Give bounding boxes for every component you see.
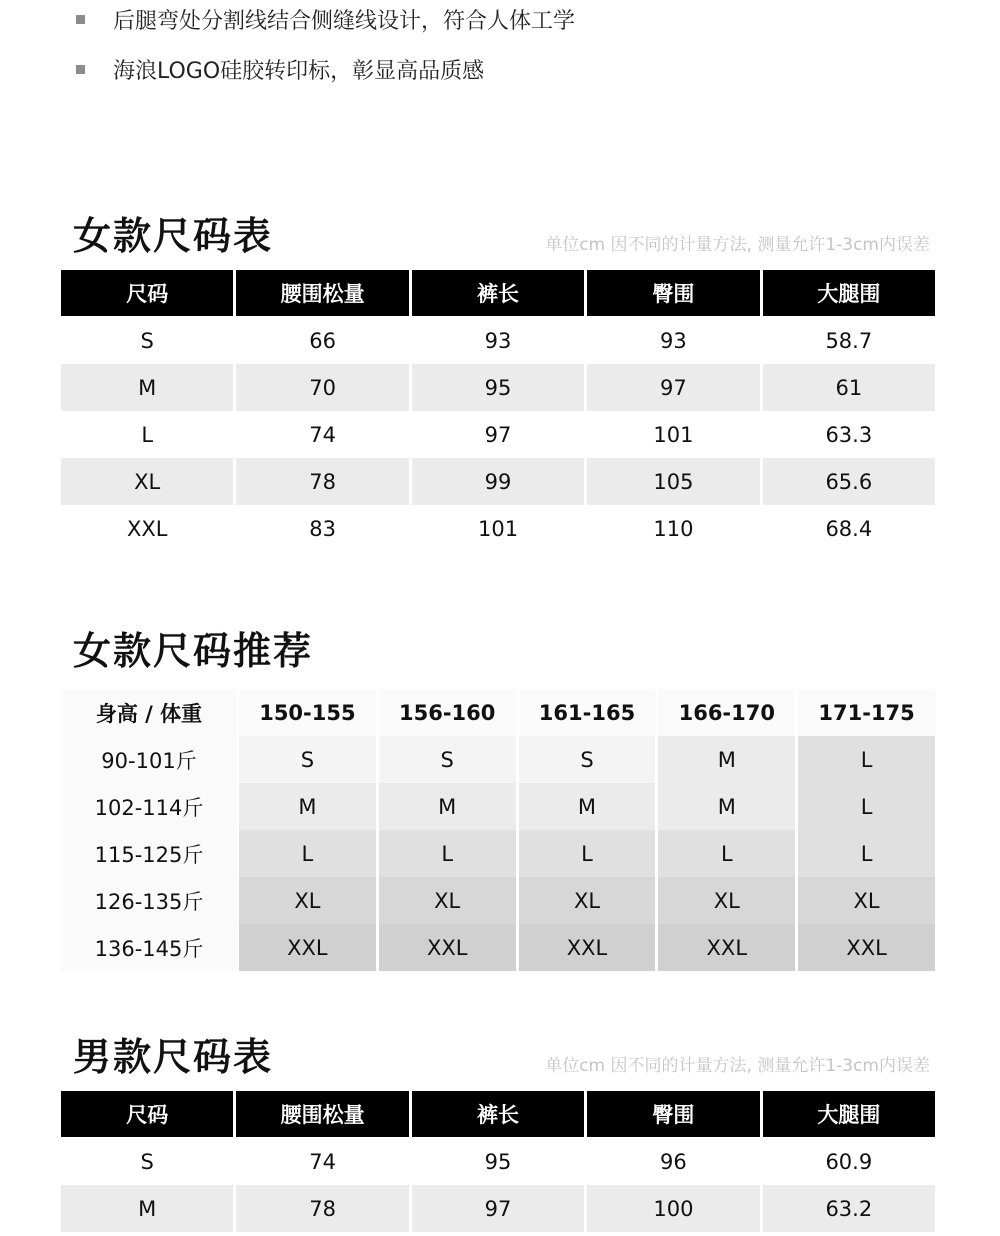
- men-size-table: [61, 1091, 935, 1232]
- table-cell: 95: [412, 364, 584, 411]
- table-cell: 97: [587, 364, 759, 411]
- feature-text: 海浪LOGO硅胶转印标，彰显高品质感: [113, 58, 485, 84]
- recommended-size-cell: XL: [239, 877, 376, 924]
- recommend-row: [61, 736, 935, 783]
- recommended-size-cell: XXL: [658, 924, 795, 971]
- recommended-size-cell: S: [239, 736, 376, 783]
- recommended-size-cell: M: [239, 783, 376, 830]
- table-header-cell: 大腿围: [763, 1091, 935, 1137]
- recommended-size-cell: S: [379, 736, 516, 783]
- bullet-square-icon: [76, 15, 85, 24]
- recommended-size-cell: L: [798, 736, 935, 783]
- recommended-size-cell: XXL: [519, 924, 656, 971]
- table-cell: S: [140, 328, 154, 353]
- recommended-size-cell: S: [519, 736, 656, 783]
- table-cell: 95: [484, 1149, 512, 1174]
- table-row: [61, 505, 935, 552]
- weight-range-label: 90-101斤: [61, 736, 237, 783]
- table-cell: 68.4: [825, 516, 873, 541]
- table-cell: 63.3: [825, 422, 873, 447]
- recommended-size-cell: XXL: [239, 924, 376, 971]
- recommended-size-cell: XL: [519, 877, 656, 924]
- height-range-header: 150-155: [239, 689, 376, 736]
- recommend-row: [61, 924, 935, 971]
- table-cell: 58.7: [825, 328, 873, 353]
- recommended-size-cell: L: [658, 830, 795, 877]
- table-cell: 99: [412, 458, 584, 505]
- bullet-square-icon: [76, 65, 85, 74]
- recommended-size-cell: XL: [658, 877, 795, 924]
- table-cell: M: [61, 1185, 233, 1232]
- table-cell: S: [140, 1149, 154, 1174]
- table-cell: 66: [309, 328, 336, 353]
- table-header-row: [61, 270, 935, 317]
- women-size-table-note: 单位cm 因不同的计量方法, 测量允许1-3cm内误差: [545, 235, 930, 255]
- table-cell: 105: [587, 458, 759, 505]
- women-recommend-title: 女款尺码推荐: [73, 629, 314, 673]
- height-weight-corner: 身高 / 体重: [61, 689, 237, 736]
- table-cell: 78: [236, 458, 408, 505]
- recommended-size-cell: XXL: [379, 924, 516, 971]
- table-header-cell: 臀围: [587, 1091, 759, 1137]
- table-header-cell: 裤长: [412, 270, 584, 316]
- weight-range-label: 126-135斤: [61, 877, 237, 924]
- recommended-size-cell: L: [798, 830, 935, 877]
- table-header-cell: 臀围: [587, 270, 759, 316]
- recommended-size-cell: XL: [379, 877, 516, 924]
- height-range-header: 161-165: [519, 689, 656, 736]
- table-cell: 83: [309, 516, 336, 541]
- table-row: [61, 458, 935, 505]
- table-cell: 70: [236, 364, 408, 411]
- table-row: [61, 1185, 935, 1232]
- table-cell: M: [61, 364, 233, 411]
- table-cell: 93: [660, 328, 687, 353]
- women-size-table: [61, 270, 935, 552]
- table-header-row: [61, 1091, 935, 1138]
- recommended-size-cell: L: [798, 783, 935, 830]
- weight-range-label: 102-114斤: [61, 783, 237, 830]
- recommend-row: [61, 877, 935, 924]
- recommended-size-cell: L: [239, 830, 376, 877]
- table-cell: XXL: [126, 516, 168, 541]
- table-header-cell: 尺码: [61, 1091, 233, 1137]
- table-cell: 63.2: [763, 1185, 935, 1232]
- table-cell: 61: [763, 364, 935, 411]
- women-size-table-title: 女款尺码表: [73, 214, 274, 258]
- table-header-cell: 裤长: [412, 1091, 584, 1137]
- table-row: [61, 317, 935, 364]
- weight-range-label: 115-125斤: [61, 830, 237, 877]
- men-size-table-title: 男款尺码表: [73, 1035, 274, 1079]
- recommended-size-cell: XL: [798, 877, 935, 924]
- recommended-size-cell: M: [658, 736, 795, 783]
- table-cell: 96: [660, 1149, 687, 1174]
- table-header-cell: 腰围松量: [236, 1091, 408, 1137]
- table-cell: 74: [309, 422, 336, 447]
- table-cell: 78: [236, 1185, 408, 1232]
- table-cell: 97: [412, 1185, 584, 1232]
- height-range-header: 156-160: [379, 689, 516, 736]
- recommend-row: [61, 830, 935, 877]
- table-header-cell: 尺码: [61, 270, 233, 316]
- table-cell: 110: [653, 516, 694, 541]
- table-row: [61, 364, 935, 411]
- table-cell: XL: [61, 458, 233, 505]
- table-header-cell: 大腿围: [763, 270, 935, 316]
- table-cell: 74: [309, 1149, 336, 1174]
- women-recommend-table: [61, 689, 935, 971]
- table-header-cell: 腰围松量: [236, 270, 408, 316]
- recommended-size-cell: L: [519, 830, 656, 877]
- recommended-size-cell: M: [658, 783, 795, 830]
- feature-item: [76, 54, 484, 84]
- recommended-size-cell: M: [519, 783, 656, 830]
- height-range-header: 166-170: [658, 689, 795, 736]
- table-cell: 93: [484, 328, 512, 353]
- recommended-size-cell: XXL: [798, 924, 935, 971]
- recommended-size-cell: M: [379, 783, 516, 830]
- feature-item: [76, 4, 575, 34]
- recommended-size-cell: L: [379, 830, 516, 877]
- table-row: [61, 1138, 935, 1185]
- table-cell: 60.9: [825, 1149, 873, 1174]
- feature-text: 后腿弯处分割线结合侧缝线设计，符合人体工学: [113, 8, 576, 34]
- weight-range-label: 136-145斤: [61, 924, 237, 971]
- men-size-table-note: 单位cm 因不同的计量方法, 测量允许1-3cm内误差: [545, 1056, 930, 1076]
- height-range-header: 171-175: [798, 689, 935, 736]
- table-cell: 97: [484, 422, 512, 447]
- table-row: [61, 411, 935, 458]
- table-cell: L: [141, 422, 154, 447]
- table-cell: 65.6: [763, 458, 935, 505]
- recommend-row: [61, 783, 935, 830]
- recommend-header-row: [61, 689, 935, 736]
- table-cell: 101: [477, 516, 519, 541]
- table-cell: 101: [653, 422, 694, 447]
- table-cell: 100: [587, 1185, 759, 1232]
